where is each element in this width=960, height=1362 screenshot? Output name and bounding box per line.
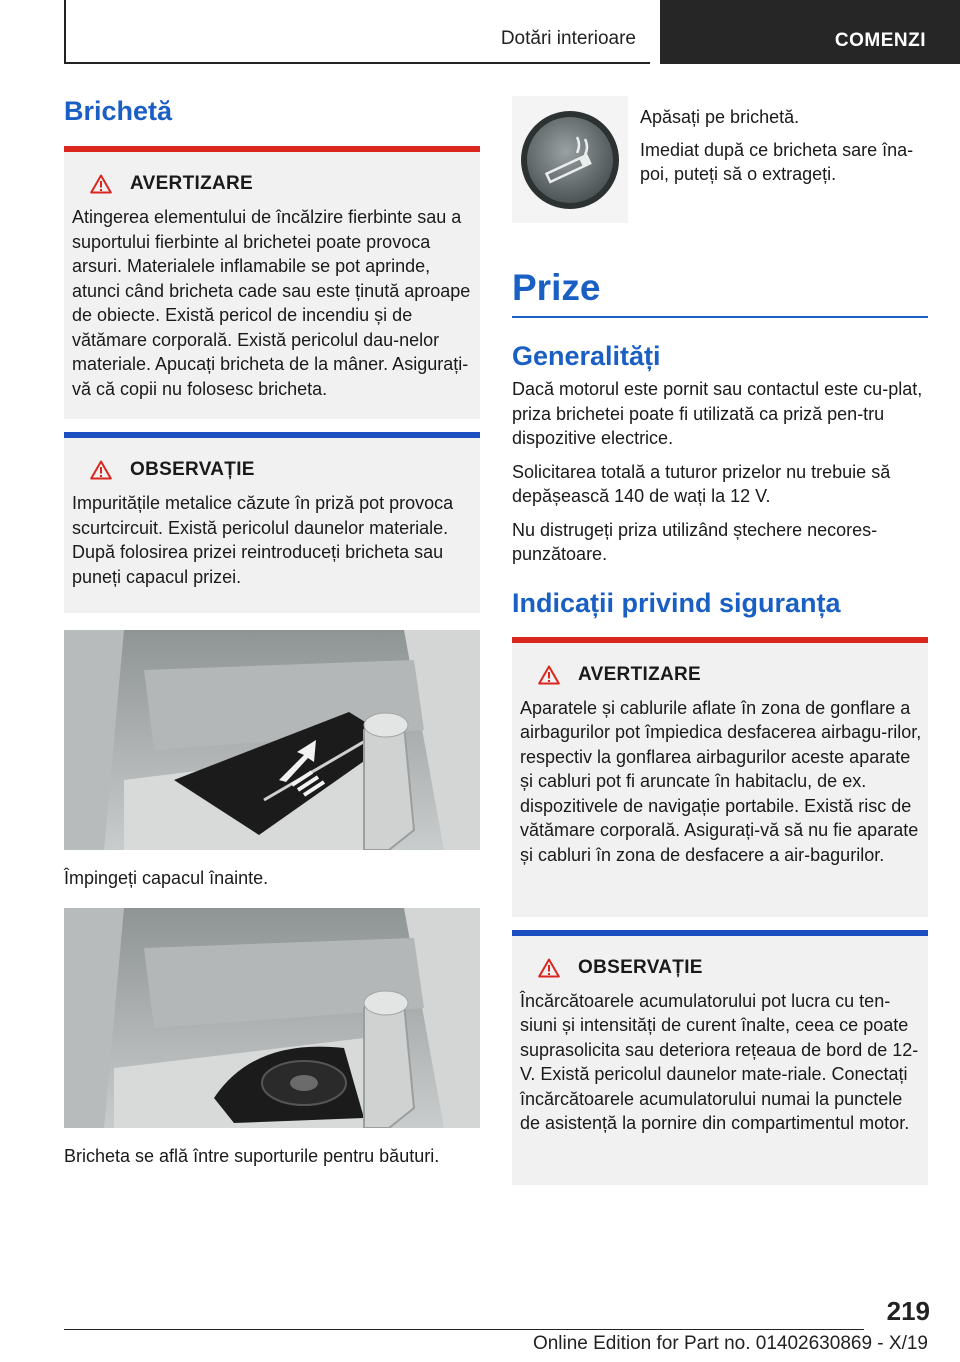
warning-triangle-icon	[90, 460, 112, 480]
header-divider-bottom	[64, 62, 650, 64]
step-press-lighter: Apăsați pe brichetă.	[640, 107, 800, 127]
cigarette-lighter-icon	[519, 109, 621, 211]
header-divider-left	[64, 0, 66, 64]
left-column	[64, 96, 480, 1168]
warning-triangle-icon	[90, 174, 112, 194]
warning-triangle-icon	[538, 665, 560, 685]
subsection-title-generalitati: Generalități	[512, 341, 661, 371]
warning-text: Atingerea elementului de încălzire fierbinte sau a suportului fierbinte al brichetei poate provoca arsuri. Materialele inflamabile se pot aprinde, atunci când bricheta cade sau este ținută aproape de obiecte. Există pericol de incendiu și de vătămare corporală. Există pericolul dau-nelor materiale. Apucați bricheta de la mâner. Asigurați-vă că copii nu folosesc bricheta.	[72, 207, 471, 399]
step-extract-lighter: Imediat după ce bricheta sare îna-poi, puteți să o extrageți.	[640, 139, 914, 184]
notice-label: OBSERVAȚIE	[130, 459, 255, 480]
photo-caption-2: Bricheta se află între suporturile pentru băuturi.	[64, 1145, 440, 1166]
photo-lighter-button	[512, 96, 628, 223]
photo-cup-holders	[64, 908, 480, 1128]
general-paragraph-2: Solicitarea totală a tuturor prizelor nu trebuie să depășească 140 de wați la 12 V.	[512, 461, 891, 506]
right-column	[512, 96, 928, 1185]
notice-box-priza	[64, 432, 480, 613]
notice-text: Încărcătoarele acumulatorului pot lucra cu ten-siuni și intensități de curent înalte, ceea ce poate suprasolicita sau deteriora rețeaua de bord de 12-V. Există pericolul daunelor mate-riale. Conectați încărcătoarele acumulatorului numai la punctele de asistență la pornire din compartimentul motor.	[520, 990, 919, 1133]
cup-holders-illustration	[64, 908, 480, 1128]
page-number: 219	[886, 1296, 930, 1326]
general-paragraph-3: Nu distrugeți priza utilizând ștechere necores-punzătoare.	[512, 519, 878, 564]
subsection-title-siguranta: Indicații privind siguranța	[512, 587, 841, 618]
section-title-bricheta: Brichetă	[64, 96, 173, 126]
warning-label: AVERTIZARE	[578, 663, 701, 685]
header-section-title: Dotări interioare	[500, 28, 636, 49]
warning-box-bricheta	[64, 146, 480, 419]
section-title-prize: Prize	[512, 267, 601, 308]
photo-console-lid	[64, 630, 480, 850]
section-title-rule	[512, 316, 928, 318]
photo-caption-1: Împingeți capacul înainte.	[64, 868, 269, 888]
warning-box-airbag	[512, 637, 928, 917]
header-chapter-tab[interactable]: COMENZI	[660, 0, 960, 64]
warning-triangle-icon	[538, 958, 560, 978]
console-lid-illustration	[64, 630, 480, 850]
warning-text: Aparatele și cablurile aflate în zona de gonflare a airbagurilor pot împiedica desfacerea airbagu-rilor, respectiv la gonflarea airbagurilor aceste aparate și cabluri pot fi aruncate în habitaclu, de ex. dispozitivele de navigație portabile. Există risc de vătămare corporală. Asigurați-vă să nu fie aparate și cabluri în zona de desfacere a air-bagurilor.	[520, 697, 922, 865]
lighter-step-row	[512, 96, 928, 223]
notice-text: Impuritățile metalice căzute în priză pot provoca scurtcircuit. Există pericolul daunelor materiale. După folosirea prizei reintroduceți bricheta sau puneți capacul prizei.	[72, 493, 454, 587]
general-paragraph-1: Dacă motorul este pornit sau contactul este cu-plat, priza brichetei poate fi utilizată ca priză pen-tru dispozitive electrice.	[512, 379, 923, 448]
notice-box-charger	[512, 930, 928, 1185]
warning-label: AVERTIZARE	[130, 173, 253, 194]
footer-edition: Online Edition for Part no. 01402630869 - X/19	[532, 1333, 928, 1354]
footer-divider	[64, 1329, 864, 1330]
notice-label: OBSERVAȚIE	[578, 956, 703, 978]
